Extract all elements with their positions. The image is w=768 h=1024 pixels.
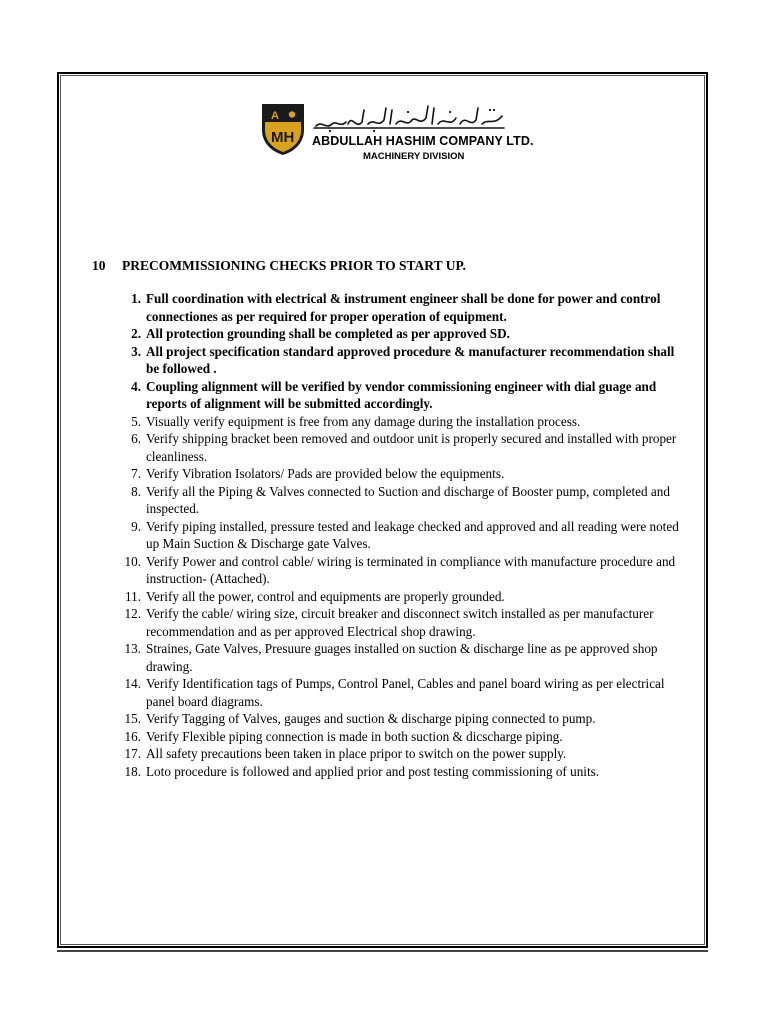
item-text: Coupling alignment will be verified by vendor commissioning engineer with dial guage and reports of alignment will be submitted accordingly. [146,378,657,411]
svg-text:A: A [271,110,279,122]
checklist-item [117,430,682,465]
company-emblem-icon [260,102,306,156]
item-text: Verify all the Piping & Valves connected to Suction and discharge of Booster pump, completed and inspected. [146,483,670,516]
checklist-item [117,605,682,640]
item-number: 3. [131,343,141,359]
item-text: Loto procedure is followed and applied prior and post testing commissioning of units. [146,763,600,779]
item-number: 7. [131,466,141,481]
item-text: All protection grounding shall be completed as per approved SD. [146,326,510,341]
company-logo [260,100,534,170]
item-text: Verify Power and control cable/ wiring is terminated in compliance with manufacture procedure and instruction- (Attached). [146,553,676,586]
item-text: Verify all the power, control and equipments are properly grounded. [146,588,505,604]
checklist-item [117,413,682,431]
section-title: PRECOMMISSIONING CHECKS PRIOR TO START UP. [122,258,466,273]
item-number: 18. [124,763,141,779]
item-text: Full coordination with electrical & instrument engineer shall be done for power and control connectiones as per required for proper operation of equipment. [146,291,661,324]
item-number: 9. [131,518,141,534]
item-text: All safety precautions been taken in place pripor to switch on the power supply. [146,746,567,761]
item-number: 4. [131,378,141,394]
item-text: Verify Identification tags of Pumps, Control Panel, Cables and panel board wiring as per electrical panel board diagrams. [146,676,665,709]
item-text: Visually verify equipment is free from any damage during the installation process. [146,413,581,429]
item-number: 12. [124,606,141,621]
company-name: ABDULLAH HASHIM COMPANY LTD. [312,134,534,148]
item-number: 16. [124,728,141,744]
item-text: Verify piping installed, pressure tested and leakage checked and approved and all reading were noted up Main Suction & Discharge gate Valves. [146,518,679,551]
item-number: 10. [124,553,141,569]
item-number: 17. [124,746,141,761]
item-number: 13. [124,641,141,656]
checklist-item [117,343,682,378]
section-number: 10 [92,258,106,273]
checklist-item [117,710,682,728]
checklist-item [117,675,682,710]
item-number: 2. [131,326,141,341]
item-text: Verify Tagging of Valves, gauges and suction & discharge piping connected to pump. [146,711,596,726]
checklist-item [117,483,682,518]
checklist-item [117,518,682,553]
item-text: Verify Vibration Isolators/ Pads are provided below the equipments. [146,466,505,481]
section-heading [92,258,466,274]
item-number: 14. [124,676,141,691]
item-number: 11. [125,588,141,604]
item-text: Verify shipping bracket been removed and outdoor unit is properly secured and installed with proper cleanliness. [146,431,677,464]
item-number: 8. [131,483,141,499]
checklist-item [117,378,682,413]
checklist-item [117,640,682,675]
checklist-item [117,465,682,483]
checklist-item [117,553,682,588]
page-bottom-rule [57,950,708,952]
item-text: Verify Flexible piping connection is made in both suction & dicscharge piping. [146,728,563,744]
item-text: Verify the cable/ wiring size, circuit breaker and disconnect switch installed as per manufacturer recommendation and as per approved Electrical shop drawing. [146,606,654,639]
checklist-item [117,763,682,781]
svg-text:MH: MH [271,129,295,146]
checklist-item [117,290,682,325]
arabic-wordmark [312,100,508,134]
checklist-item [117,588,682,606]
division-name: MACHINERY DIVISION [363,151,465,162]
item-number: 1. [131,291,141,306]
precommissioning-checklist [117,290,682,780]
item-text: Straines, Gate Valves, Presuure guages installed on suction & discharge line as pe approved shop drawing. [146,641,658,674]
item-number: 6. [131,431,141,446]
item-text: All project specification standard approved procedure & manufacturer recommendation shall be followed . [146,343,675,376]
checklist-item [117,728,682,746]
item-number: 15. [124,711,141,726]
item-number: 5. [131,413,141,429]
checklist-item [117,745,682,763]
checklist-item [117,325,682,343]
